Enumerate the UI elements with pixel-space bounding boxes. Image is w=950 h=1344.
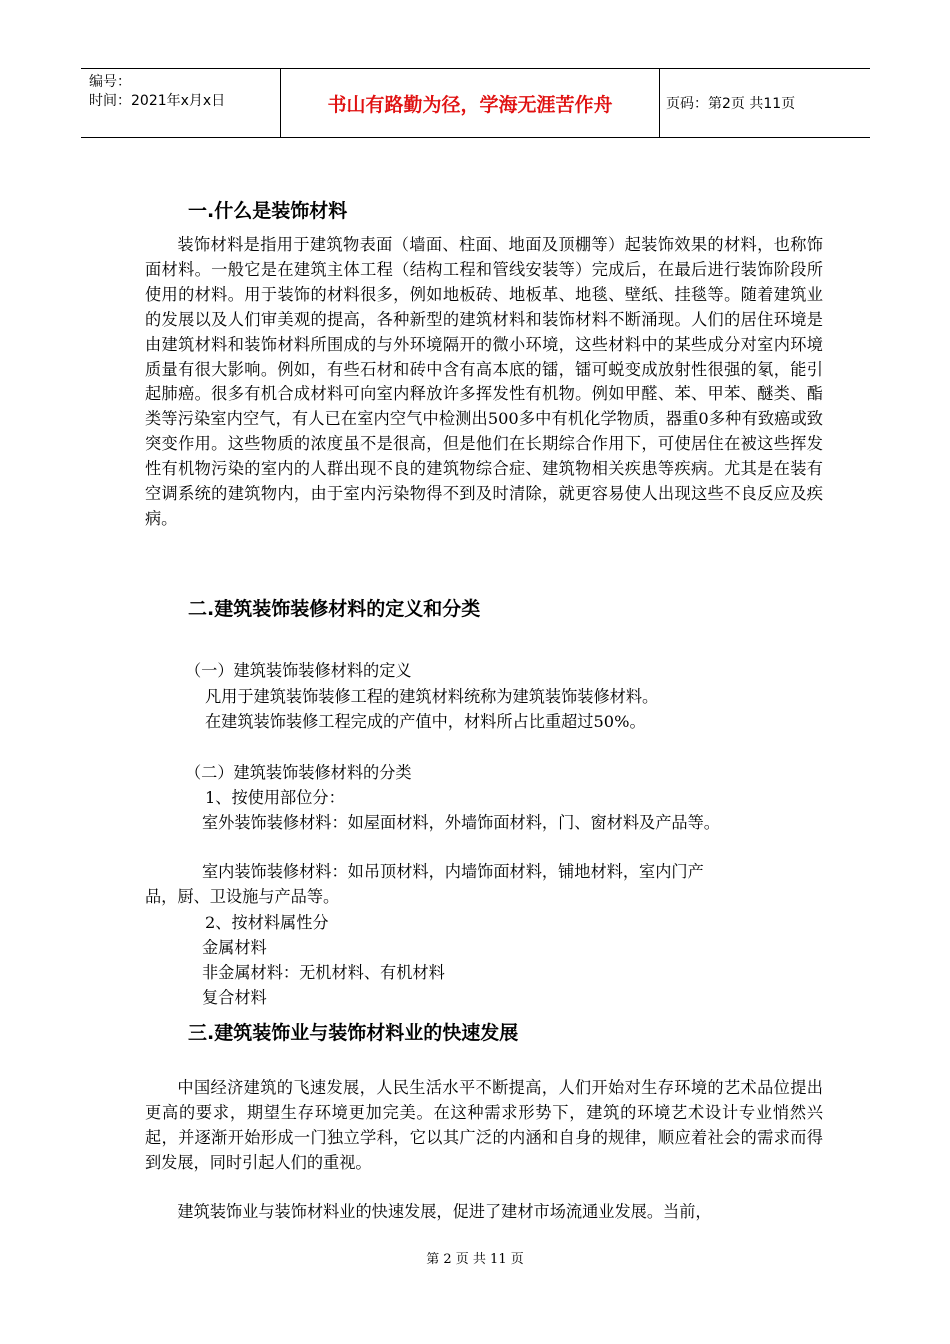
section-2-composite: 复合材料 (202, 988, 267, 1007)
page-footer: 第 2 页 共 11 页 (426, 1252, 524, 1267)
section-2-title: 二.建筑装饰装修材料的定义和分类 (188, 598, 481, 620)
header-meta (81, 69, 281, 137)
number-label: 编号： (89, 74, 131, 90)
section-2-sub2-item1: 1、按使用部位分： (205, 788, 345, 807)
header-motto: 书山有路勤为径，学海无涯苦作舟 (281, 69, 660, 137)
section-3-paragraph-1: 中国经济建筑的飞速发展，人民生活水平不断提高，人们开始对生存环境的艺术品位提出更高的要求，期望生存环境更加完美。在这种需求形势下，建筑的环境艺术设计专业悄然兴起，并逐渐开始形成一门独立学科，它以其广泛的内涵和自身的规律，顺应着社会的需求而得到发展，同时引起人们的重视。 (145, 1078, 823, 1172)
section-2-sub2-heading: （二）建筑装饰装修材料的分类 (185, 763, 412, 782)
header-page-label: 页码：第2页 共11页 (666, 96, 796, 112)
section-2-sub1-line2: 在建筑装饰装修工程完成的产值中，材料所占比重超过50%。 (205, 712, 646, 731)
section-2-outdoor: 室外装饰装修材料：如屋面材料，外墙饰面材料，门、窗材料及产品等。 (202, 813, 720, 832)
section-2-sub1-line1: 凡用于建筑装饰装修工程的建筑材料统称为建筑装饰装修材料。 (205, 687, 659, 706)
section-2-nonmetal: 非金属材料：无机材料、有机材料 (202, 963, 445, 982)
section-2-metal: 金属材料 (202, 938, 267, 957)
section-2-sub2-item2: 2、按材料属性分 (205, 913, 329, 932)
section-2-indoor-a: 室内装饰装修材料：如吊顶材料，内墙饰面材料，铺地材料，室内门产 (202, 862, 704, 881)
section-2-sub1-heading: （一）建筑装饰装修材料的定义 (185, 661, 412, 680)
section-1-title: 一.什么是装饰材料 (188, 200, 348, 222)
section-3-paragraph-2: 建筑装饰业与装饰材料业的快速发展，促进了建材市场流通业发展。当前， (177, 1202, 712, 1221)
time-label: 时间：2021年x月x日 (89, 93, 226, 109)
section-1-paragraph: 装饰材料是指用于建筑物表面（墙面、柱面、地面及顶棚等）起装饰效果的材料，也称饰面材料。一般它是在建筑主体工程（结构工程和管线安装等）完成后，在最后进行装饰阶段所使用的材料。用于装饰的材料很多，例如地板砖、地板革、地毯、壁纸、挂毯等。随着建筑业的发展以及人们审美观的提高，各种新型的建筑材料和装饰材料不断涌现。人们的居住环境是由建筑材料和装饰材料所围成的与外环境隔开的微小环境，这些材料中的某些成分对室内环境质量有很大影响。例如，有些石材和砖中含有高本底的镭，镭可蜕变成放射性很强的氡，能引起肺癌。很多有机合成材料可向室内释放许多挥发性有机物。例如甲醛、苯、甲苯、醚类、酯类等污染室内空气，有人已在室内空气中检测出500多中有机化学物质，器重0多种有致癌或致突变作用。这些物质的浓度虽不是很高，但是他们在长期综合作用下，可使居住在被这些挥发性有机物污染的室内的人群出现不良的建筑物综合症、建筑物相关疾患等疾病。尤其是在装有空调系统的建筑物内，由于室内污染物得不到及时清除，就更容易使人出现这些不良反应及疾病。 (145, 235, 823, 528)
section-3-title: 三.建筑装饰业与装饰材料业的快速发展 (188, 1022, 519, 1044)
section-2-indoor-b: 品，厨、卫设施与产品等。 (145, 887, 340, 906)
document-header (81, 68, 870, 138)
